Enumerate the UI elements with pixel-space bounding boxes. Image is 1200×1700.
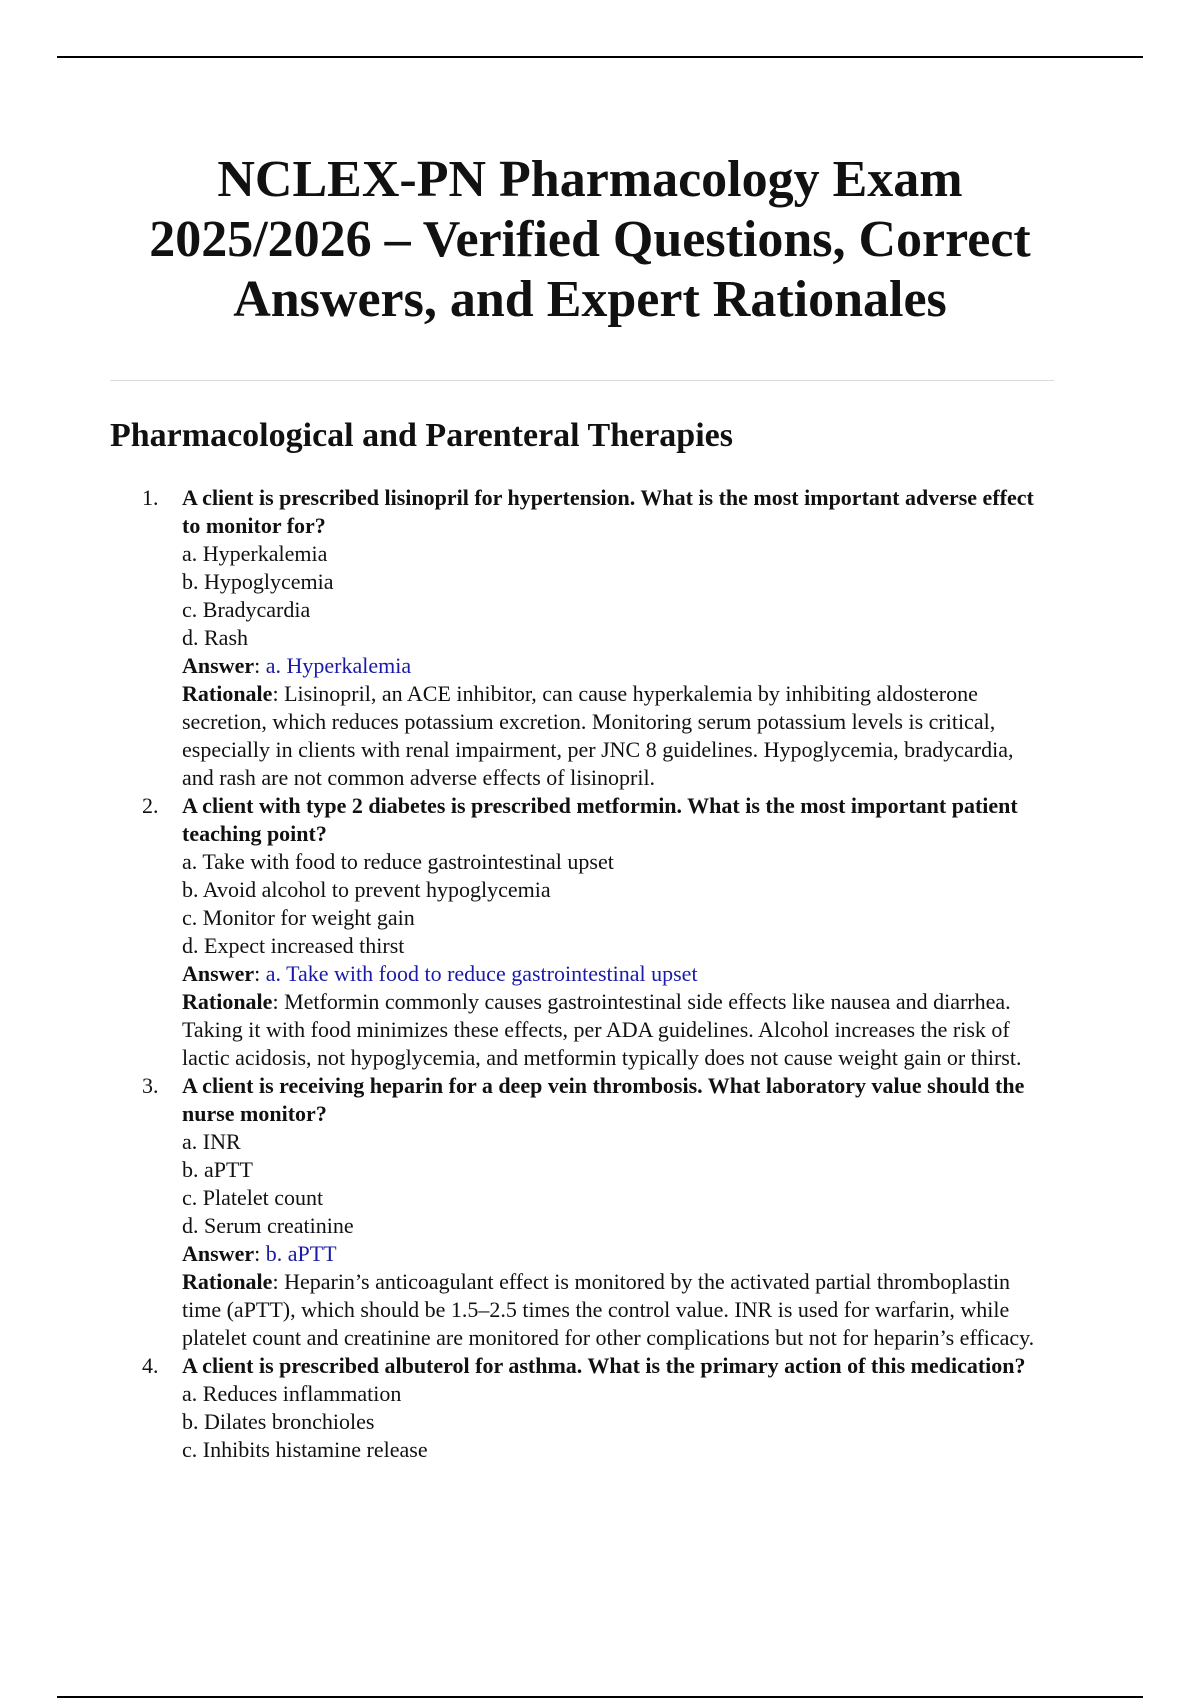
answer-value: a. Hyperkalemia <box>265 653 412 678</box>
answer-label: Answer <box>182 961 255 986</box>
question-number: 2. <box>142 793 159 818</box>
option-a: a. INR <box>182 1129 241 1154</box>
rationale-line: Rationale: Heparin’s anticoagulant effect is monitored by the activated partial thromboplastin time (aPTT), which should be 1.5–2.5 times the control value. INR is used for warfarin, while platelet count and creatinine are monitored for other complications but not for heparin’s efficacy. <box>182 1269 1035 1350</box>
option-a: a. Reduces inflammation <box>182 1381 402 1406</box>
rationale-text: Heparin’s anticoagulant effect is monitored by the activated partial thromboplastin time (aPTT), which should be 1.5–2.5 times the control value. INR is used for warfarin, while platelet count and creatinine are monitored for other complications but not for heparin’s efficacy. <box>182 1269 1035 1350</box>
answer-line: Answer: b. aPTT <box>182 1241 337 1266</box>
question-number: 1. <box>142 485 159 510</box>
question-number: 3. <box>142 1073 159 1098</box>
option-c: c. Bradycardia <box>182 597 311 622</box>
option-d: d. Rash <box>182 625 248 650</box>
page-top-rule <box>57 56 1143 58</box>
rationale-line: Rationale: Metformin commonly causes gastrointestinal side effects like nausea and diarrhea. Taking it with food minimizes these effects, per ADA guidelines. Alcohol increases the risk of lactic acidosis, not hypoglycemia, and metformin typically does not cause weight gain or thirst. <box>182 989 1022 1070</box>
rationale-line: Rationale: Lisinopril, an ACE inhibitor, can cause hyperkalemia by inhibiting aldosterone secretion, which reduces potassium excretion. Monitoring serum potassium levels is critical, especially in clients with renal impairment, per JNC 8 guidelines. Hypoglycemia, bradycardia, and rash are not common adverse effects of lisinopril. <box>182 681 1014 790</box>
option-a: a. Take with food to reduce gastrointestinal upset <box>182 849 614 874</box>
option-b: b. Avoid alcohol to prevent hypoglycemia <box>182 877 551 902</box>
question-text: A client with type 2 diabetes is prescribed metformin. What is the most important patient teaching point? <box>182 793 1018 846</box>
question-item-1 <box>0 484 1042 792</box>
rationale-label: Rationale <box>182 1269 273 1294</box>
question-list <box>0 484 1200 1464</box>
question-item-4 <box>0 1352 1042 1464</box>
document-title: NCLEX-PN Pharmacology Exam 2025/2026 – Verified Questions, Correct Answers, and Expert Rationales <box>149 151 1031 328</box>
rationale-label: Rationale <box>182 681 273 706</box>
rationale-text: Lisinopril, an ACE inhibitor, can cause hyperkalemia by inhibiting aldosterone secretion, which reduces potassium excretion. Monitoring serum potassium levels is critical, especially in clients with renal impairment, per JNC 8 guidelines. Hypoglycemia, bradycardia, and rash are not common adverse effects of lisinopril. <box>182 681 1014 790</box>
option-c: c. Monitor for weight gain <box>182 905 415 930</box>
option-b: b. Dilates bronchioles <box>182 1409 375 1434</box>
rationale-text: Metformin commonly causes gastrointestinal side effects like nausea and diarrhea. Taking it with food minimizes these effects, per ADA guidelines. Alcohol increases the risk of lactic acidosis, not hypoglycemia, and metformin typically does not cause weight gain or thirst. <box>182 989 1022 1070</box>
question-text: A client is receiving heparin for a deep vein thrombosis. What laboratory value should the nurse monitor? <box>182 1073 1025 1126</box>
rationale-label: Rationale <box>182 989 273 1014</box>
answer-value: b. aPTT <box>265 1241 337 1266</box>
option-a: a. Hyperkalemia <box>182 541 328 566</box>
question-item-3 <box>0 1072 1042 1352</box>
option-c: c. Platelet count <box>182 1185 324 1210</box>
answer-line: Answer: a. Take with food to reduce gastrointestinal upset <box>182 961 698 986</box>
question-item-2 <box>0 792 1042 1072</box>
option-b: b. aPTT <box>182 1157 253 1182</box>
option-b: b. Hypoglycemia <box>182 569 334 594</box>
question-text: A client is prescribed albuterol for asthma. What is the primary action of this medication? <box>182 1353 1026 1378</box>
option-d: d. Serum creatinine <box>182 1213 354 1238</box>
option-d: d. Expect increased thirst <box>182 933 405 958</box>
answer-label: Answer <box>182 1241 255 1266</box>
section-heading: Pharmacological and Parenteral Therapies <box>110 417 733 454</box>
answer-line: Answer: a. Hyperkalemia <box>182 653 412 678</box>
answer-label: Answer <box>182 653 255 678</box>
question-number: 4. <box>142 1353 159 1378</box>
option-c: c. Inhibits histamine release <box>182 1437 428 1462</box>
page-bottom-rule <box>57 1696 1143 1698</box>
answer-value: a. Take with food to reduce gastrointestinal upset <box>265 961 698 986</box>
title-separator <box>110 380 1054 381</box>
question-text: A client is prescribed lisinopril for hypertension. What is the most important adverse effect to monitor for? <box>182 485 1034 538</box>
